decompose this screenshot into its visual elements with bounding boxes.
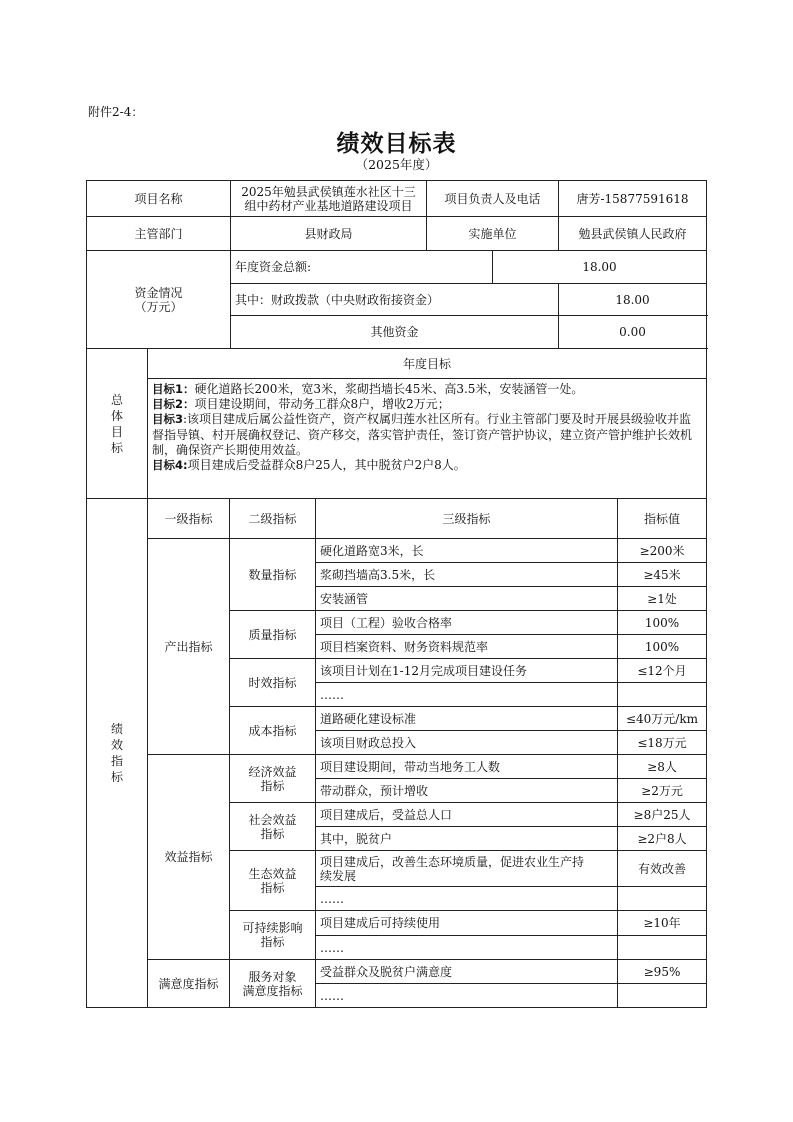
indicator-value: ≤12个月: [618, 659, 707, 683]
indicator-value: 100%: [618, 611, 707, 635]
table-row: 项目（工程）验收合格率: [316, 611, 618, 635]
project-owner-value: 唐芳-15877591618: [559, 181, 707, 217]
indicator-value: ≥8户25人: [618, 803, 707, 827]
table-row: 项目建成后可持续使用: [316, 911, 618, 936]
service-satisfaction-label: 服务对象 满意度指标: [230, 960, 316, 1008]
attachment-label: 附件2-4：: [88, 105, 144, 119]
indicator-value: ≥8人: [618, 755, 707, 779]
satisfaction-label: 满意度指标: [148, 960, 230, 1008]
timeliness-label: 时效指标: [230, 659, 316, 707]
ecological-label: 生态效益 指标: [230, 851, 316, 911]
indicators-table: [86, 498, 707, 1008]
indicator-value: [618, 936, 707, 960]
page-title: 绩效目标表: [336, 130, 457, 157]
funds-fiscal-label: 其中：财政拨款（中央财政衔接资金）: [231, 284, 559, 316]
table-row: 硬化道路宽3米，长: [316, 539, 618, 563]
indicator-value: ≥200米: [618, 539, 707, 563]
table-row: 浆砌挡墙高3.5米，长: [316, 563, 618, 587]
funds-other-value: 0.00: [559, 316, 707, 349]
goal-item: 目标3:该项目建成后属公益性资产，资产权属归莲水社区所有。行业主管部门要及时开展县级验收并监督指导镇、村开展确权登记、资产移交，落实管护责任，签订资产管护协议，建立资产管护维护长效机制，确保资产长期使用效益。: [152, 412, 693, 457]
sustainable-label: 可持续影响 指标: [230, 911, 316, 960]
indicator-value: 100%: [618, 635, 707, 659]
quantity-label: 数量指标: [230, 539, 316, 611]
indicator-value: 有效改善: [618, 851, 707, 887]
goals-side-label: 总 体 目 标: [87, 349, 148, 499]
header-value: 指标值: [618, 499, 707, 539]
indicator-value: ≥95%: [618, 960, 707, 984]
indicator-value: [618, 683, 707, 707]
table-row: 受益群众及脱贫户满意度: [316, 960, 618, 984]
table-row: 项目档案资料、财务资料规范率: [316, 635, 618, 659]
goal-item: 目标2：项目建设期间，带动务工群众8户，增收2万元；: [152, 397, 450, 412]
table-row: ……: [316, 984, 618, 1008]
goal-item: 目标4:项目建成后受益群众8户25人，其中脱贫户2户8人。: [152, 458, 466, 473]
indicator-value: ≥2户8人: [618, 827, 707, 851]
cost-label: 成本指标: [230, 707, 316, 755]
indicator-value: ≤18万元: [618, 731, 707, 755]
project-info-table: [86, 180, 707, 349]
table-row: 项目建成后，受益总人口: [316, 803, 618, 827]
year-label: （2025年度）: [355, 157, 438, 172]
table-row: 安装涵管: [316, 587, 618, 611]
goals-header: 年度目标: [148, 349, 707, 379]
social-label: 社会效益 指标: [230, 803, 316, 851]
funds-fiscal-value: 18.00: [559, 284, 707, 316]
economic-label: 经济效益 指标: [230, 755, 316, 803]
quality-label: 质量指标: [230, 611, 316, 659]
indicator-value: ≥45米: [618, 563, 707, 587]
table-row: ……: [316, 887, 618, 911]
impl-unit-value: 勉县武侯镇人民政府: [559, 217, 707, 251]
dept-value: 县财政局: [231, 217, 427, 251]
dept-label: 主管部门: [87, 217, 231, 251]
header-level3: 三级指标: [316, 499, 618, 539]
table-row: ……: [316, 683, 618, 707]
project-name-label: 项目名称: [87, 181, 231, 217]
indicators-side-label: 绩 效 指 标: [87, 499, 148, 1008]
table-row: 其中，脱贫户: [316, 827, 618, 851]
table-row: ……: [316, 936, 618, 960]
funds-other-label: 其他资金: [231, 316, 559, 349]
goals-body: [148, 379, 707, 499]
goal-item: 目标1：硬化道路长200米，宽3米，浆砌挡墙长45米、高3.5米，安装涵管一处。: [152, 382, 584, 396]
indicator-value: [618, 887, 707, 911]
goals-table: [86, 348, 707, 499]
impl-unit-label: 实施单位: [427, 217, 559, 251]
header-level1: 一级指标: [148, 499, 230, 539]
table-row: 该项目计划在1-12月完成项目建设任务: [316, 659, 618, 683]
output-label: 产出指标: [148, 539, 230, 755]
indicator-value: ≥10年: [618, 911, 707, 936]
indicator-value: ≤40万元/km: [618, 707, 707, 731]
indicator-value: ≥2万元: [618, 779, 707, 803]
table-row: 项目建成后，改善生态环境质量，促进农业生产持 续发展: [316, 851, 618, 887]
benefit-label: 效益指标: [148, 755, 230, 960]
funds-label: 资金情况 （万元）: [87, 251, 231, 349]
project-owner-label: 项目负责人及电话: [427, 181, 559, 217]
table-row: 该项目财政总投入: [316, 731, 618, 755]
indicator-value: [618, 984, 707, 1008]
table-row: 项目建设期间，带动当地务工人数: [316, 755, 618, 779]
table-row: 道路硬化建设标准: [316, 707, 618, 731]
header-level2: 二级指标: [230, 499, 316, 539]
funds-total-value: 18.00: [493, 251, 707, 284]
table-row: 带动群众，预计增收: [316, 779, 618, 803]
funds-total-label: 年度资金总额:: [231, 251, 493, 284]
project-name-value: 2025年勉县武侯镇莲水社区十三 组中药材产业基地道路建设项目: [231, 181, 427, 217]
indicator-value: ≥1处: [618, 587, 707, 611]
